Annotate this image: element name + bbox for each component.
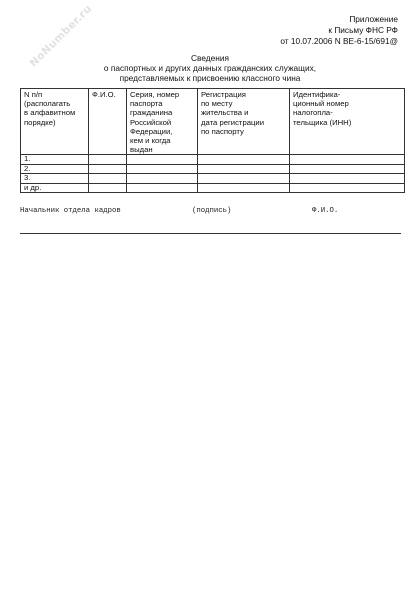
table-cell [290, 174, 405, 183]
table-cell [198, 174, 290, 183]
header-line: по паспорту [201, 126, 244, 136]
table-row [21, 174, 405, 183]
watermark: NoNumber.ru [27, 2, 95, 70]
appendix-line-1: Приложение [349, 14, 398, 24]
header-line: Российской [130, 117, 172, 127]
header-fio [89, 89, 127, 155]
header-line: в алфавитном [24, 108, 76, 118]
header-line: кем и когда [130, 136, 171, 146]
header-line: N п/п [24, 90, 43, 99]
header-line: Федерации, [130, 126, 173, 136]
row-number-cell: 2. [21, 164, 89, 173]
table-cell [89, 183, 127, 192]
header-registration [198, 89, 290, 155]
table-row [21, 155, 405, 164]
row-number-cell: 1. [21, 155, 89, 164]
header-line: выдан [130, 145, 153, 155]
table-cell [127, 174, 198, 183]
appendix-note [280, 14, 398, 47]
header-line: дата регистрации [201, 117, 264, 127]
header-line: ционный номер [293, 99, 349, 109]
row-number-cell: 3. [21, 174, 89, 183]
header-line: тельщика (ИНН) [293, 117, 352, 127]
document-title [0, 53, 420, 83]
table-cell [89, 155, 127, 164]
table-cell [89, 164, 127, 173]
bottom-divider [20, 233, 401, 234]
table-cell [198, 164, 290, 173]
header-line: Регистрация [201, 90, 246, 99]
header-line: (располагать [24, 99, 71, 109]
table-cell [89, 174, 127, 183]
table-cell [127, 183, 198, 192]
appendix-line-2: к Письму ФНС РФ [328, 25, 398, 35]
table-cell [127, 164, 198, 173]
table-cell [290, 183, 405, 192]
row-number-cell: и др. [21, 183, 89, 192]
title-line-1: Сведения [191, 53, 229, 63]
appendix-line-3: от 10.07.2006 N ВЕ-6-15/691@ [280, 36, 398, 46]
header-line: по месту [201, 99, 233, 109]
header-number [21, 89, 89, 155]
data-table [20, 88, 405, 193]
header-line: Серия, номер [130, 90, 180, 99]
title-line-2: о паспортных и других данных гражданских служащих, [103, 63, 317, 73]
title-line-3: представляемых к присвоению классного чина [119, 73, 301, 83]
header-line: гражданина [130, 108, 173, 118]
header-inn [290, 89, 405, 155]
header-line: налогопла- [293, 108, 333, 118]
table-cell [290, 155, 405, 164]
header-passport [127, 89, 198, 155]
footer-position: Начальник отдела кадров [20, 207, 121, 215]
footer-fio: Ф.И.О. [312, 207, 339, 215]
table-row [21, 183, 405, 192]
header-line: Идентифика- [293, 90, 341, 99]
table-cell [127, 155, 198, 164]
header-line: Ф.И.О. [92, 90, 116, 99]
table-cell [198, 155, 290, 164]
table-row [21, 164, 405, 173]
header-line: порядке) [24, 117, 56, 127]
footer-signature: (подпись) [192, 207, 232, 215]
table-header-row [21, 89, 405, 155]
header-line: паспорта [130, 99, 163, 109]
table-cell [290, 164, 405, 173]
header-line: жительства и [201, 108, 249, 118]
table-cell [198, 183, 290, 192]
